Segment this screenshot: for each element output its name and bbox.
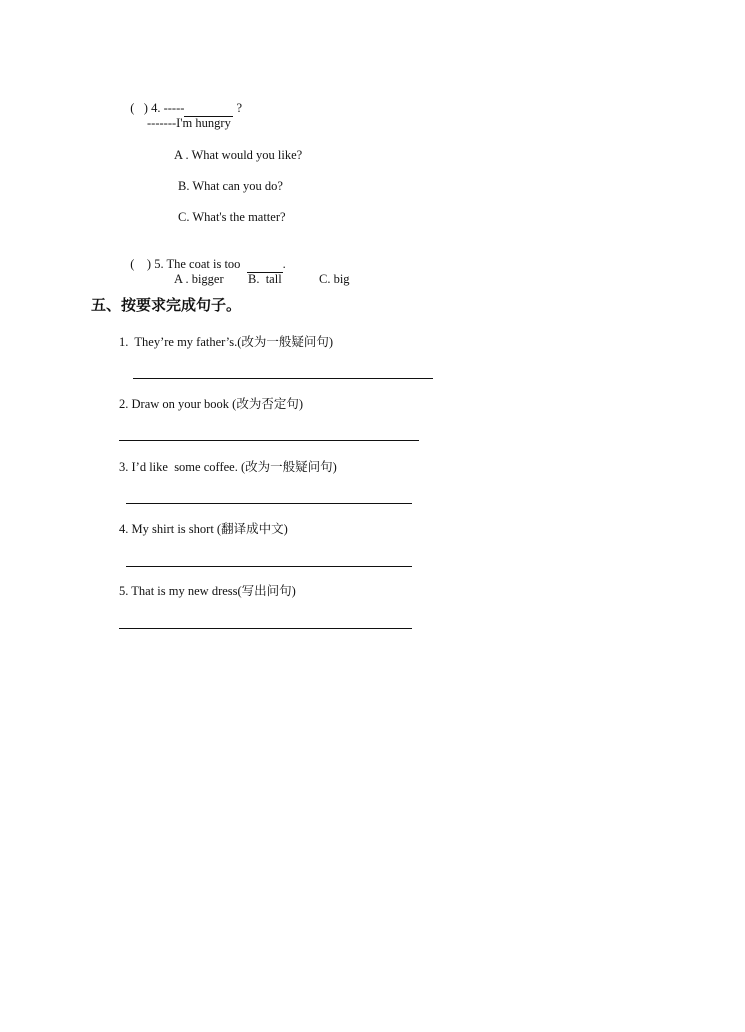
question-4-option-c: C. What's the matter? — [178, 210, 286, 224]
rewrite-item-4: 4. My shirt is short (翻译成中文) — [119, 522, 288, 536]
question-4-dialogue-reply: -------I'm hungry — [147, 116, 231, 130]
question-4 — [124, 84, 242, 117]
question-5-stem: ( ) 5. The coat is too — [130, 257, 247, 271]
question-mark: ? — [233, 101, 243, 115]
rewrite-item-3: 3. I’d like some coffee. (改为一般疑问句) — [119, 460, 337, 474]
answer-line-4[interactable] — [126, 566, 412, 567]
rewrite-item-2: 2. Draw on your book (改为否定句) — [119, 397, 304, 411]
question-4-option-b: B. What can you do? — [178, 179, 283, 193]
answer-line-3[interactable] — [126, 503, 412, 504]
answer-line-5[interactable] — [119, 628, 412, 629]
question-4-number: ( ) 4. ----- — [130, 101, 185, 115]
question-5 — [124, 240, 286, 273]
question-5-option-c: C. big — [319, 272, 350, 286]
answer-line-1[interactable] — [133, 378, 433, 379]
section-5-title: 五、按要求完成句子。 — [91, 296, 242, 314]
question-5-option-a: A . bigger — [174, 272, 224, 286]
question-5-option-b: B. tall — [248, 272, 282, 286]
rewrite-item-5: 5. That is my new dress(写出问句) — [119, 584, 296, 598]
question-4-option-a: A . What would you like? — [174, 148, 303, 162]
period: . — [282, 257, 286, 271]
rewrite-item-1: 1. They’re my father’s.(改为一般疑问句) — [119, 335, 334, 349]
answer-line-2[interactable] — [119, 440, 419, 441]
